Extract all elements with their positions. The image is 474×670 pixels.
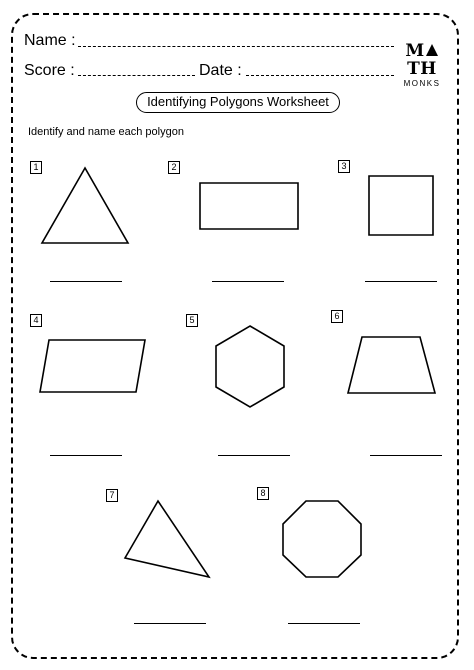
math-monks-logo — [399, 42, 445, 89]
square-shape-3 — [365, 172, 437, 239]
instructions-text: Identify and name each polygon — [28, 126, 184, 138]
answer-line-4[interactable] — [50, 455, 122, 456]
date-field[interactable] — [246, 75, 394, 76]
logo-letter: M — [405, 41, 425, 61]
problem-number-5: 5 — [186, 314, 198, 327]
triangle-shape-1 — [38, 164, 134, 248]
answer-line-1[interactable] — [50, 281, 122, 282]
score-label: Score : — [24, 62, 75, 79]
score-field[interactable] — [78, 75, 195, 76]
problem-number-2: 2 — [168, 161, 180, 174]
trapezoid-shape-6 — [345, 333, 439, 397]
name-label: Name : — [24, 32, 76, 49]
name-field[interactable] — [78, 46, 394, 47]
answer-line-5[interactable] — [218, 455, 290, 456]
answer-line-7[interactable] — [134, 623, 206, 624]
logo-subtitle: MONKS — [403, 79, 441, 88]
problem-number-8: 8 — [257, 487, 269, 500]
hexagon-shape-5 — [212, 323, 288, 410]
problem-number-1: 1 — [30, 161, 42, 174]
logo-triangle-icon — [426, 44, 438, 56]
answer-line-8[interactable] — [288, 623, 360, 624]
octagon-shape-8 — [279, 497, 365, 581]
parallelogram-shape-4 — [37, 336, 149, 396]
answer-line-2[interactable] — [212, 281, 284, 282]
worksheet-title: Identifying Polygons Worksheet — [136, 92, 340, 113]
logo-letter: H — [420, 59, 437, 79]
logo-wordmark — [399, 42, 445, 78]
problem-number-7: 7 — [106, 489, 118, 502]
problem-number-6: 6 — [331, 310, 343, 323]
date-label: Date : — [199, 62, 242, 79]
triangle-shape-7 — [121, 497, 213, 581]
answer-line-6[interactable] — [370, 455, 442, 456]
answer-line-3[interactable] — [365, 281, 437, 282]
rectangle-shape-2 — [196, 179, 302, 233]
logo-letter: T — [407, 59, 421, 79]
problem-number-3: 3 — [338, 160, 350, 173]
problem-number-4: 4 — [30, 314, 42, 327]
